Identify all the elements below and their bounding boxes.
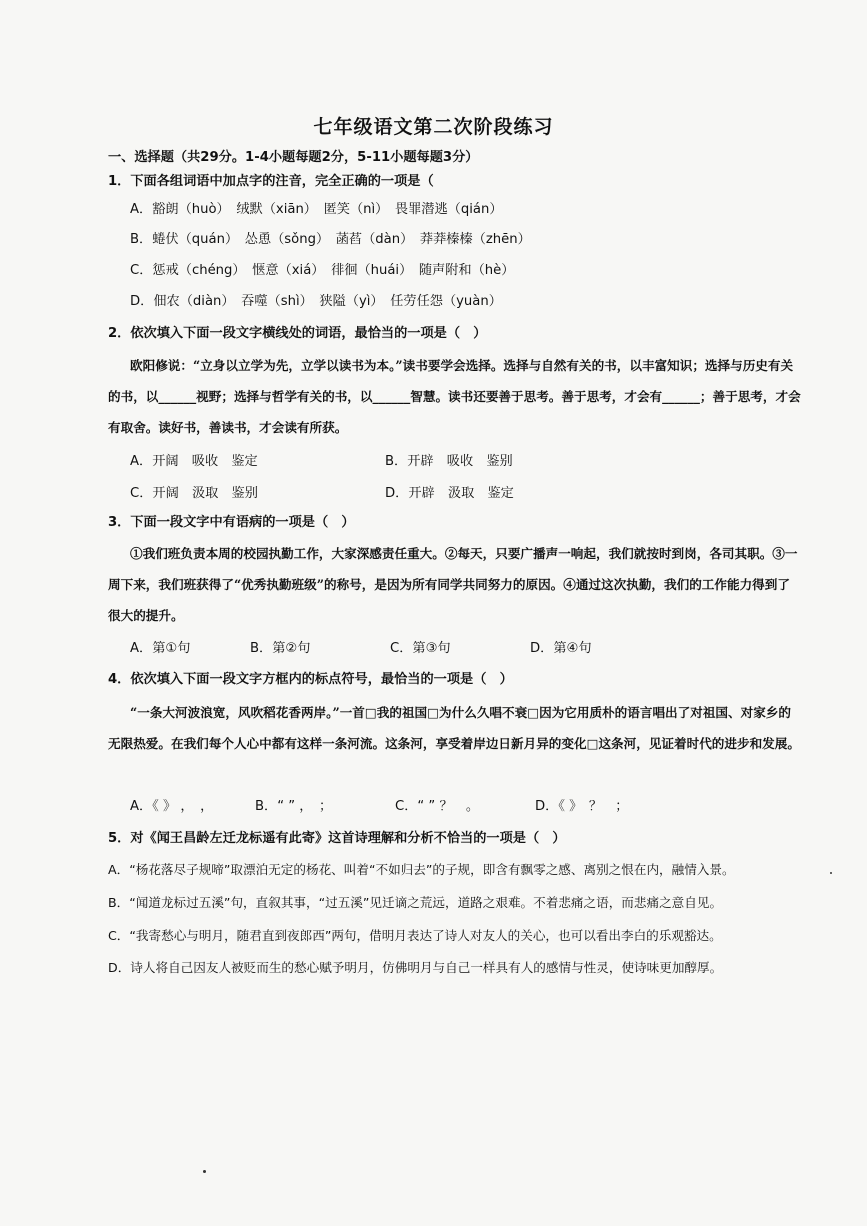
q5-option-d: D．诗人将自己因友人被贬而生的愁心赋予明月，仿佛明月与自己一样具有人的感情与性灵，使诗味更加醇厚。 (108, 960, 723, 975)
q5-option-b: B．“闻道龙标过五溪”句，直叙其事，“过五溪”见迁谪之荒远，道路之艰难。不着悲痛之语，而悲痛之意自见。 (108, 895, 723, 910)
q2-passage: 欧阳修说：“立身以立学为先，立学以读书为本。”读书要学会选择。选择与自然有关的书，以丰富知识；选择与历史有关的书，以______视野；选择与哲学有关的书，以______智慧。读书还要善于思考。善于思考，才会有______；善于思考，才会有取舍。读好书，善读书，才会读有所获。 (108, 358, 801, 435)
q1-stem: 1．下面各组词语中加点字的注音，完全正确的一项是（ (108, 174, 434, 189)
q2-options-row2 (130, 484, 810, 504)
q2-option-b: B．开辟 吸收 鉴别 (385, 454, 513, 469)
q3-option-c: C．第③句 (390, 641, 451, 656)
q5-option-a: A．“杨花落尽子规啼”取漂泊无定的杨花、叫着“不如归去”的子规，即含有飘零之感、离别之恨在内，融情入景。 (108, 862, 735, 877)
q3-passage: ①我们班负责本周的校园执勤工作，大家深感责任重大。②每天，只要广播声一响起，我们就按时到岗，各司其职。③一周下来，我们班获得了“优秀执勤班级”的称号，是因为所有同学共同努力的原因。④通过这次执勤，我们的工作能力得到了很大的提升。 (108, 546, 798, 623)
scan-speck (203, 1170, 206, 1173)
q2-stem: 2．依次填入下面一段文字横线处的词语，最恰当的一项是（ ） (108, 326, 487, 341)
scan-speck (830, 872, 832, 874)
q4-passage: “一条大河波浪宽，风吹稻花香两岸。”一首□我的祖国□为什么久唱不衰□因为它用质朴的语言唱出了对祖国、对家乡的无限热爱。在我们每个人心中都有这样一条河流。这条河，享受着岸边日新月异的变化□这条河，见证着时代的进步和发展。 (108, 705, 800, 751)
q3-options (130, 639, 810, 659)
q4-stem: 4．依次填入下面一段文字方框内的标点符号，最恰当的一项是（ ） (108, 672, 513, 687)
q1-option-b: B．蜷伏（quán） 怂恿（sǒng） 菡萏（dàn） 莽莽榛榛（zhēn） (130, 232, 531, 247)
q5-option-c: C．“我寄愁心与明月，随君直到夜郎西”两句，借明月表达了诗人对友人的关心，也可以看出李白的乐观豁达。 (108, 928, 722, 943)
q3-option-a: A．第①句 (130, 641, 191, 656)
section-heading: 一、选择题（共29分。1-4小题每题2分，5-11小题每题3分） (108, 150, 479, 165)
q4-option-a: A．《 》 ， ， (130, 799, 214, 814)
q1-option-c: C．惩戒（chéng） 惬意（xiá） 徘徊（huái） 随声附和（hè） (130, 263, 515, 278)
q2-option-c: C．开阔 汲取 鉴别 (130, 486, 258, 501)
q1-option-d: D．佃农（diàn） 吞噬（shì） 狭隘（yì） 任劳任怨（yuàn） (130, 294, 502, 309)
q2-option-d: D．开辟 汲取 鉴定 (385, 486, 514, 501)
q1-option-a: A．豁朗（huò） 绒默（xiān） 匿笑（nì） 畏罪潜逃（qián） (130, 202, 503, 217)
q4-option-c: C．“ ” ？ 。 (395, 799, 480, 814)
q5-stem: 5．对《闻王昌龄左迁龙标遥有此寄》这首诗理解和分析不恰当的一项是（ ） (108, 831, 566, 846)
page-title: 七年级语文第二次阶段练习 (313, 116, 554, 138)
q3-stem: 3．下面一段文字中有语病的一项是（ ） (108, 515, 355, 530)
q3-option-d: D．第④句 (530, 641, 592, 656)
q2-options-row1 (130, 452, 810, 472)
q3-option-b: B．第②句 (250, 641, 311, 656)
q4-option-d: D．《 》 ？ ； (535, 799, 629, 814)
q2-option-a: A．开阔 吸收 鉴定 (130, 454, 258, 469)
q4-options (130, 797, 810, 817)
q4-option-b: B．“ ” ， ； (255, 799, 333, 814)
